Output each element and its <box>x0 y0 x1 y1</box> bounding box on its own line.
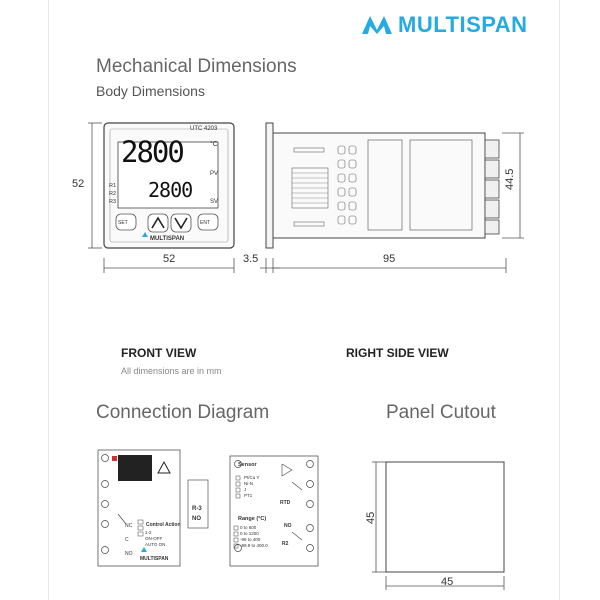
mechanical-subtitle: Body Dimensions <box>96 83 205 99</box>
front-view-label: FRONT VIEW <box>121 346 197 360</box>
sensor-item: J <box>244 487 247 492</box>
cutout-dim-height: 45 <box>365 511 377 524</box>
relay-r3-label: R-3 <box>192 506 202 512</box>
pv-display: 2800 <box>121 135 183 169</box>
right-terminal-block <box>230 456 318 566</box>
range-item: -99 to 400 <box>240 537 261 542</box>
range-item: 0 to 600 <box>240 525 257 530</box>
conn-brand-label: MULTISPAN <box>140 556 169 562</box>
control-action-item: AUTO ON <box>145 542 166 547</box>
sensor-title: Sensor <box>238 462 257 468</box>
sensor-item: Pt/Cu Y <box>244 475 260 480</box>
terminal-c: C <box>125 537 129 543</box>
pv-label: PV <box>210 171 219 177</box>
side-view-label: RIGHT SIDE VIEW <box>346 346 449 360</box>
relay-indicators <box>109 182 116 206</box>
cutout-title: Panel Cutout <box>386 402 496 423</box>
side-dim-height: 44.5 <box>504 168 516 190</box>
control-action-title: Control Action <box>146 522 181 528</box>
side-dim-flange: 3.5 <box>243 253 259 265</box>
panel-cutout-drawing <box>356 452 526 592</box>
sensor-item: PT1 <box>244 493 253 498</box>
sv-label: SV <box>210 199 219 205</box>
connection-title: Connection Diagram <box>96 402 270 423</box>
sv-display: 2800 <box>148 178 193 202</box>
terminal-labels <box>125 519 133 561</box>
mechanical-title: Mechanical Dimensions <box>96 56 297 77</box>
brand-name: MULTISPAN <box>398 12 528 37</box>
front-dim-height: 52 <box>72 178 85 190</box>
control-action-item: ON-OFF <box>145 536 163 541</box>
relay-no-label: NO <box>192 516 201 522</box>
range-list <box>240 525 268 549</box>
terminal-nc: NC <box>125 523 133 529</box>
relay-r3: R3 <box>109 199 117 205</box>
relay-block-labels <box>192 504 202 524</box>
right-r2-label: R2 <box>282 541 289 547</box>
rtd-label: RTD <box>280 500 291 506</box>
control-action-item: 1-2 <box>145 530 152 535</box>
terminal-no: NO <box>125 551 133 557</box>
sensor-item: Ni-N <box>244 481 253 486</box>
range-title: Range (°C) <box>238 516 267 522</box>
brand-logo <box>362 12 528 38</box>
side-dim-depth: 95 <box>383 253 396 265</box>
cutout-square <box>386 462 504 572</box>
multispan-logo-icon <box>362 16 392 34</box>
cutout-dim-width: 45 <box>441 576 454 588</box>
unit-label: °C <box>210 141 218 148</box>
relay-r2: R2 <box>109 191 117 197</box>
ent-key-label: ENT <box>200 220 210 226</box>
model-label: UTC 4203 <box>190 126 218 132</box>
set-key-label: SET <box>118 220 128 226</box>
range-item: 0 to 1200 <box>240 531 259 536</box>
range-item: -99.9 to 400.0 <box>240 543 268 548</box>
control-action-list <box>145 530 165 548</box>
relay-r1: R1 <box>109 183 117 189</box>
dimensions-note: All dimensions are in mm <box>121 366 222 376</box>
right-no-label: NO <box>284 523 292 529</box>
warning-label <box>118 455 152 481</box>
front-dim-width: 52 <box>163 253 176 265</box>
sensor-list <box>244 475 259 499</box>
front-brand-label: MULTISPAN <box>150 236 185 242</box>
